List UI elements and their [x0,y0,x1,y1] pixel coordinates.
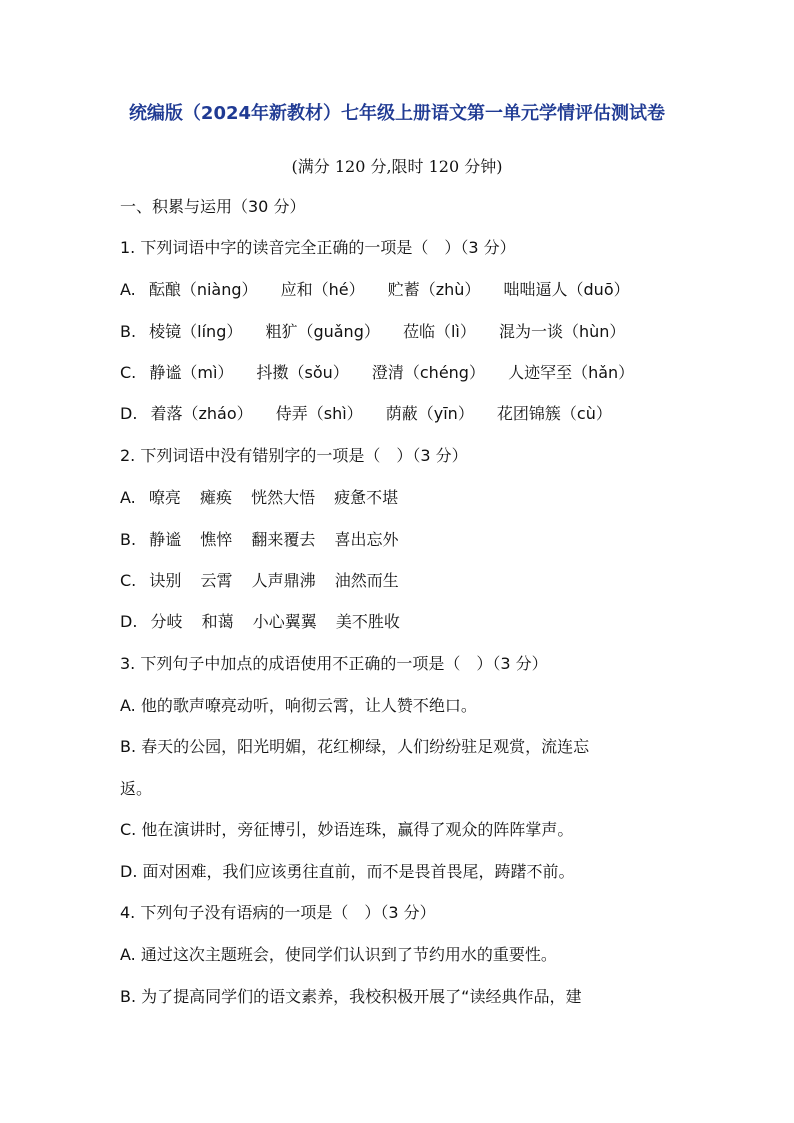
option-item: 恍然大悟 [251,488,316,507]
question-1-option-b [120,319,643,345]
option-item: 荫蔽（yīn） [385,404,474,423]
option-item: 云霄 [200,571,233,590]
question-1-option-a [120,277,648,303]
question-3-option-c: C. 他在演讲时，旁征博引，妙语连珠，赢得了观众的阵阵掌声。 [120,820,574,839]
question-2-option-c [120,568,413,594]
option-item: 澄清（chéng） [371,363,485,382]
option-item: 贮蓄（zhù） [387,280,481,299]
option-item: 酝酿（niàng） [148,280,258,299]
option-item: 瘫痪 [199,488,232,507]
question-3-option-b: B. 春天的公园，阳光明媚，花红柳绿，人们纷纷驻足观赏，流连忘 [120,737,590,756]
question-1-option-c [120,360,652,386]
option-item: 棱镜（líng） [149,322,243,341]
option-label: D. [120,404,138,423]
option-label: B. [120,530,137,549]
option-item: 和蔼 [201,612,234,631]
option-item: 抖擞（sǒu） [256,363,349,382]
option-item: 分岐 [150,612,183,631]
option-item: 粗犷（guǎng） [265,322,380,341]
option-item: 人声鼎沸 [251,571,316,590]
option-label: B. [120,322,137,341]
option-item: 着落（zháo） [150,404,253,423]
section-heading: 一、积累与运用（30 分） [120,197,306,216]
option-item: 嘹亮 [148,488,181,507]
option-label: C. [120,363,137,382]
option-label: A. [120,280,136,299]
question-2-option-d [120,609,414,635]
question-3-stem: 3. 下列句子中加点的成语使用不正确的一项是（ ）（3 分） [120,654,548,673]
document-title: 统编版（2024年新教材）七年级上册语文第一单元学情评估测试卷 [128,103,666,124]
question-4-stem: 4. 下列句子没有语病的一项是（ ）（3 分） [120,903,436,922]
option-item: 混为一谈（hùn） [498,322,626,341]
question-3-option-b-continued: 返。 [120,779,153,798]
option-item: 静谧 [149,530,182,549]
option-item: 美不胜收 [335,612,400,631]
question-2-stem: 2. 下列词语中没有错别字的一项是（ ）（3 分） [120,446,468,465]
document-subtitle: (满分 120 分,限时 120 分钟) [291,157,503,176]
question-2-option-b [120,527,413,553]
option-item: 侍弄（shì） [275,404,363,423]
option-item: 小心翼翼 [252,612,317,631]
question-3-option-a: A. 他的歌声嘹亮动听，响彻云霄，让人赞不绝口。 [120,696,477,715]
option-label: D. [120,612,138,631]
option-item: 疲惫不堪 [334,488,399,507]
option-item: 咄咄逼人（duō） [503,280,630,299]
option-label: A. [120,488,136,507]
option-item: 翻来覆去 [251,530,316,549]
question-3-option-d: D. 面对困难，我们应该勇往直前，而不是畏首畏尾，踌躇不前。 [120,862,575,881]
option-item: 应和（hé） [280,280,365,299]
option-item: 喜出忘外 [334,530,399,549]
option-item: 诀别 [149,571,182,590]
option-item: 油然而生 [334,571,399,590]
question-1-option-d [120,401,630,427]
option-item: 静谧（mì） [149,363,234,382]
question-2-option-a [120,485,412,511]
question-1-stem: 1. 下列词语中字的读音完全正确的一项是（ ）（3 分） [120,238,516,257]
option-item: 花团锦簇（cù） [496,404,612,423]
question-4-option-b: B. 为了提高同学们的语文素养，我校积极开展了“读经典作品，建 [120,987,582,1006]
option-item: 莅临（lì） [402,322,476,341]
option-label: C. [120,571,137,590]
option-item: 人迹罕至（hǎn） [508,363,635,382]
question-4-option-a: A. 通过这次主题班会，使同学们认识到了节约用水的重要性。 [120,945,557,964]
option-item: 憔悴 [200,530,233,549]
